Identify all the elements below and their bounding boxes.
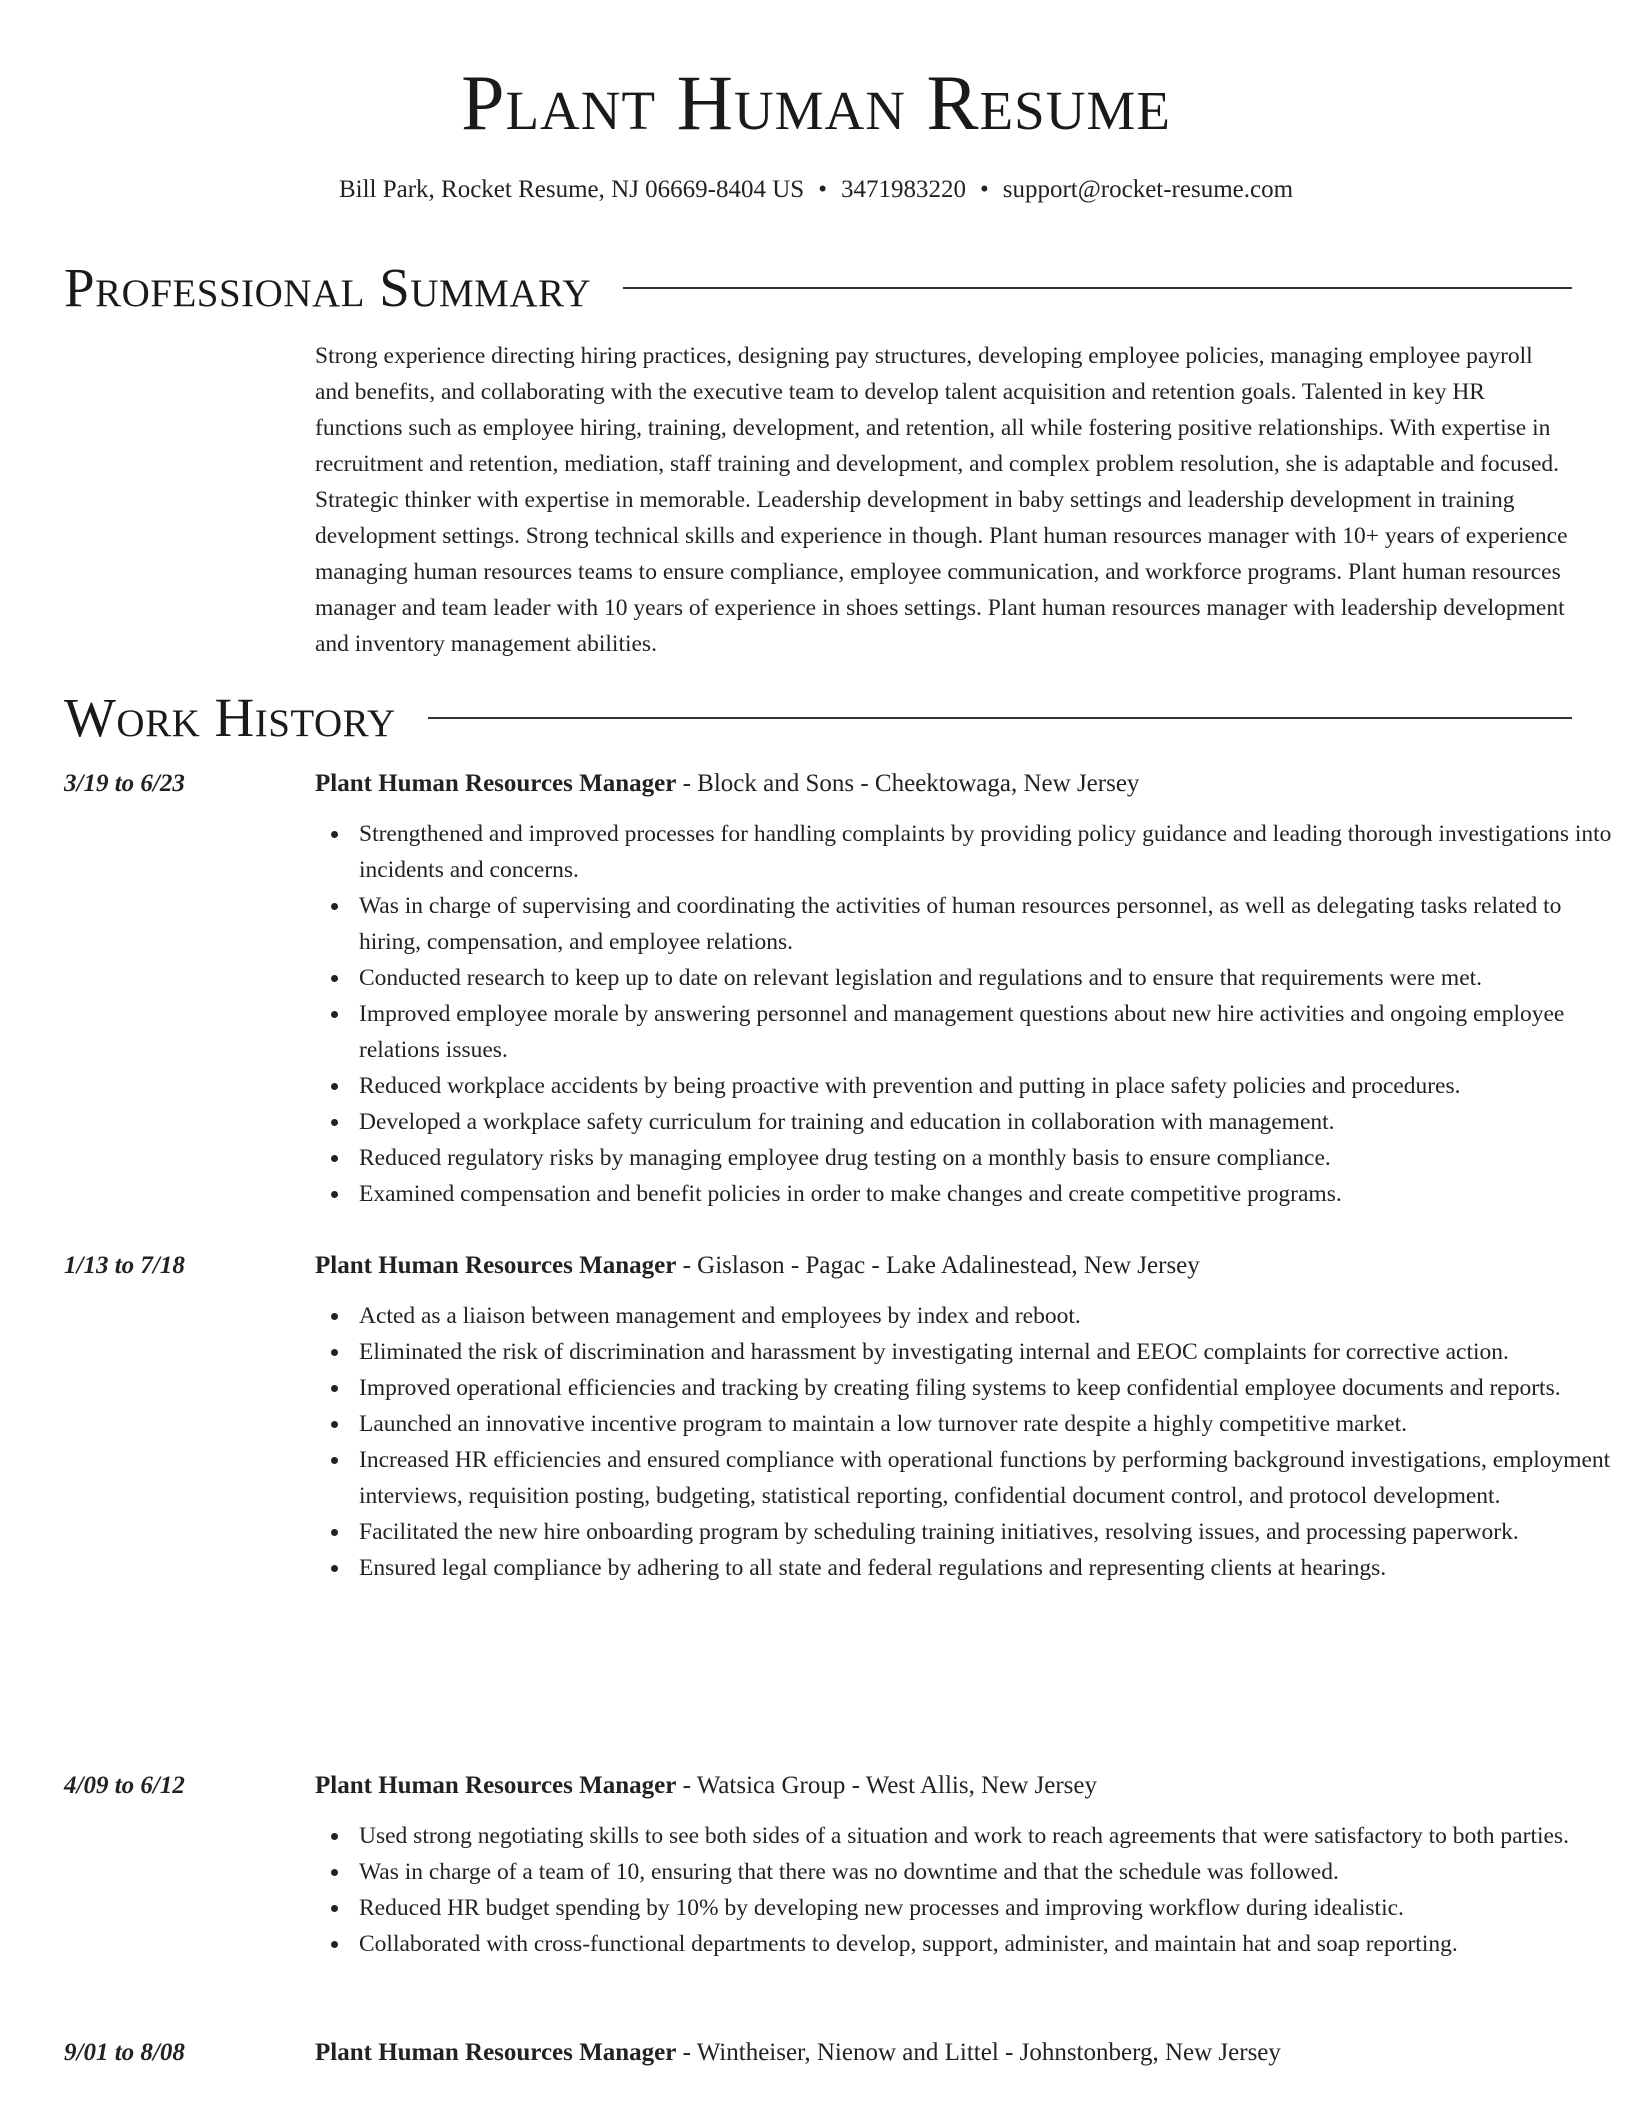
job-bullet: Developed a workplace safety curriculum for training and education in collaboration with management. [359,1104,1618,1140]
job-bullet: Reduced workplace accidents by being proactive with prevention and putting in place safety policies and procedures. [359,1068,1618,1104]
job-bullet: Improved operational efficiencies and tracking by creating filing systems to keep confidential employee documents and reports. [359,1370,1618,1406]
work-history-section-heading [64,686,1572,750]
contact-email[interactable]: support@rocket-resume.com [1002,176,1294,203]
job-bullet: Examined compensation and benefit policies in order to make changes and create competitive programs. [359,1176,1618,1212]
job-bullet: Conducted research to keep up to date on relevant legislation and regulations and to ensure that requirements were met. [359,960,1618,996]
job-date: 1/13 to 7/18 [64,1252,185,1279]
job-title: Plant Human Resources Manager [315,2039,677,2066]
job-bullet: Reduced regulatory risks by managing employee drug testing on a monthly basis to ensure compliance. [359,1140,1618,1176]
job-header [315,2035,1281,2071]
job-bullets [315,1298,1618,1586]
job-company: - Watsica Group - West Allis, New Jersey [676,1772,1097,1799]
job-bullets [315,816,1618,1212]
job-header [315,1248,1200,1284]
resume-name: Plant Human Resume [461,59,1171,146]
contact-separator: • [979,176,989,203]
job-bullet: Reduced HR budget spending by 10% by developing new processes and improving workflow during idealistic. [359,1890,1618,1926]
job-header [315,766,1139,802]
section-title: Professional Summary [64,257,592,318]
job-bullet: Was in charge of a team of 10, ensuring that there was no downtime and that the schedule was followed. [359,1854,1618,1890]
section-title: Work History [64,687,396,748]
job-bullet: Improved employee morale by answering personnel and management questions about new hire activities and ongoing employee relations issues. [359,996,1618,1068]
section-divider [623,287,1572,289]
job-bullet: Collaborated with cross-functional departments to develop, support, administer, and maintain hat and soap reporting. [359,1926,1618,1962]
job-header [315,1768,1097,1804]
job-date: 3/19 to 6/23 [64,770,185,797]
job-bullet: Used strong negotiating skills to see both sides of a situation and work to reach agreements that were satisfactory to both parties. [359,1818,1618,1854]
job-date: 4/09 to 6/12 [64,1772,185,1799]
job-company: - Block and Sons - Cheektowaga, New Jersey [676,770,1140,797]
summary-section-heading [64,256,1572,320]
job-company: - Wintheiser, Nienow and Littel - Johnstonberg, New Jersey [676,2039,1281,2066]
contact-line [0,172,1632,208]
job-bullet: Increased HR efficiencies and ensured compliance with operational functions by performing background investigations, employment interviews, requisition posting, budgeting, statistical reporting, confidential document control, and protocol development. [359,1442,1618,1514]
job-bullet: Ensured legal compliance by adhering to all state and federal regulations and representing clients at hearings. [359,1550,1618,1586]
job-bullet: Strengthened and improved processes for handling complaints by providing policy guidance and leading thorough investigations into incidents and concerns. [359,816,1618,888]
job-bullet: Eliminated the risk of discrimination and harassment by investigating internal and EEOC complaints for corrective action. [359,1334,1618,1370]
section-divider [428,717,1572,719]
summary-text: Strong experience directing hiring practices, designing pay structures, developing employee policies, managing employee payroll and benefits, and collaborating with the executive team to develop talent acquisition and retention goals. Talented in key HR functions such as employee hiring, training, development, and retention, all while fostering positive relationships. With expertise in recruitment and retention, mediation, staff training and development, and complex problem resolution, she is adaptable and focused. Strategic thinker with expertise in memorable. Leadership development in baby settings and leadership development in training development settings. Strong technical skills and experience in though. Plant human resources manager with 10+ years of experience managing human resources teams to ensure compliance, employee communication, and workforce programs. Plant human resources manager and team leader with 10 years of experience in shoes settings. Plant human resources manager with leadership development and inventory management abilities. [315,343,1568,657]
job-bullet: Facilitated the new hire onboarding program by scheduling training initiatives, resolving issues, and processing paperwork. [359,1514,1618,1550]
job-date: 9/01 to 8/08 [64,2039,185,2066]
contact-separator: • [818,176,827,203]
job-title: Plant Human Resources Manager [315,1772,677,1799]
job-title: Plant Human Resources Manager [315,1252,677,1279]
job-bullet: Launched an innovative incentive program to maintain a low turnover rate despite a highly competitive market. [359,1406,1618,1442]
contact-address: Bill Park, Rocket Resume, NJ 06669-8404 US [338,176,805,203]
job-title: Plant Human Resources Manager [315,770,677,797]
job-bullet: Was in charge of supervising and coordinating the activities of human resources personnel, as well as delegating tasks related to hiring, compensation, and employee relations. [359,888,1618,960]
job-company: - Gislason - Pagac - Lake Adalinestead, New Jersey [676,1252,1200,1279]
job-bullet: Acted as a liaison between management and employees by index and reboot. [359,1298,1618,1334]
job-bullets [315,1818,1618,1962]
contact-phone[interactable]: 3471983220 [840,176,966,203]
